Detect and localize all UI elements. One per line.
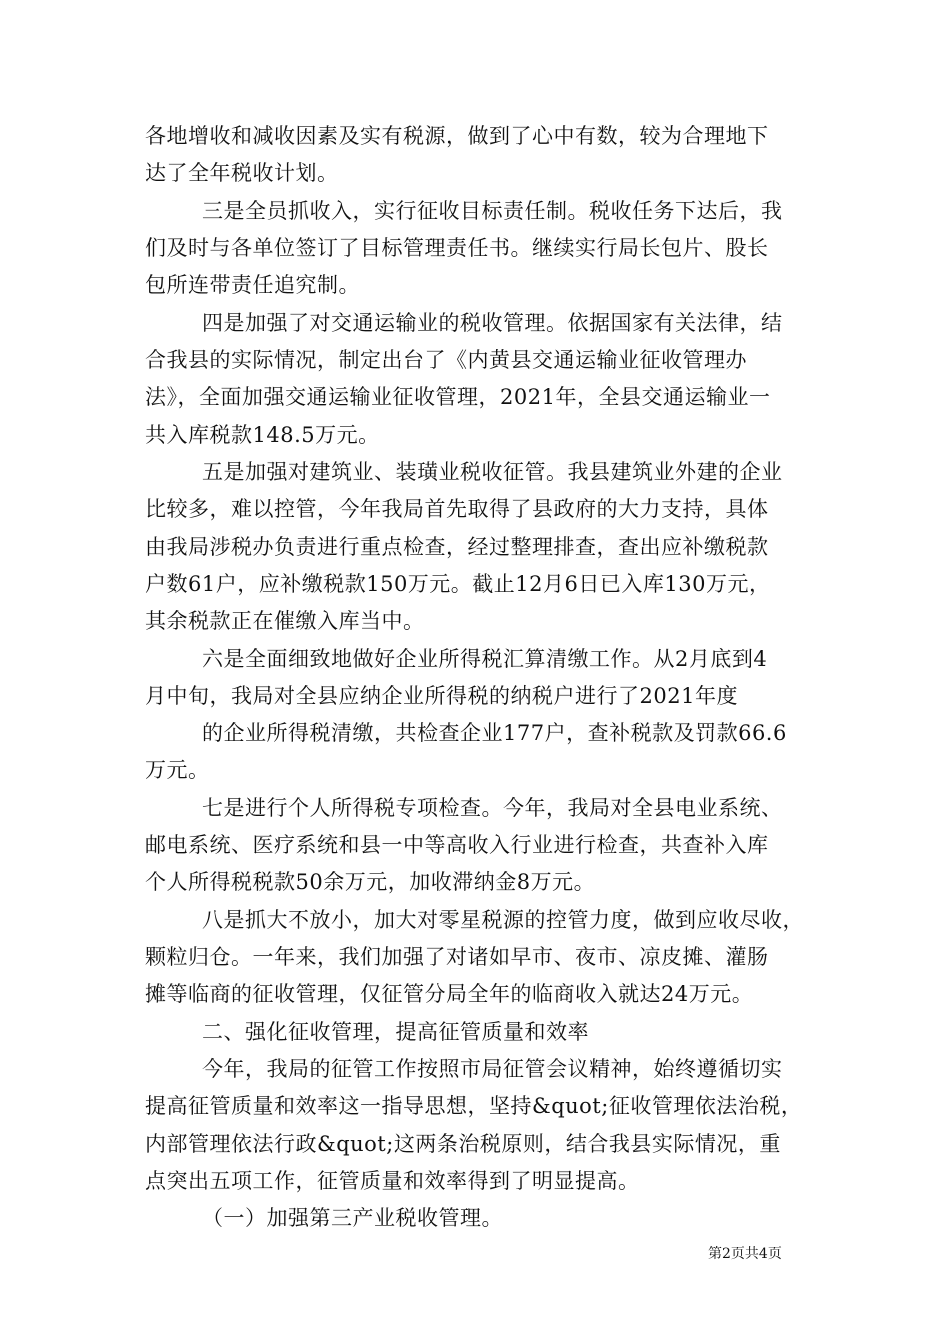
body-line-24: 摊等临商的征收管理，仅征管分局全年的临商收入就达24万元。 bbox=[145, 982, 754, 1006]
body-line-12: 由我局涉税办负责进行重点检查，经过整理排查，查出应补缴税款 bbox=[145, 535, 769, 559]
body-line-11: 比较多，难以控管，今年我局首先取得了县政府的大力支持，具体 bbox=[145, 497, 769, 521]
body-line-5: 包所连带责任追究制。 bbox=[145, 273, 360, 297]
body-line-15: 六是全面细致地做好企业所得税汇算清缴工作。从2月底到4 bbox=[202, 647, 768, 671]
body-line-21: 个人所得税税款50余万元，加收滞纳金8万元。 bbox=[145, 870, 596, 894]
body-line-1: 各地增收和减收因素及实有税源，做到了心中有数，较为合理地下 bbox=[145, 124, 769, 148]
body-line-28: 内部管理依法行政&quot;这两条治税原则，结合我县实际情况，重 bbox=[145, 1132, 781, 1156]
body-line-29: 点突出五项工作，征管质量和效率得到了明显提高。 bbox=[145, 1169, 640, 1193]
section-heading: 二、强化征收管理，提高征管质量和效率 bbox=[202, 1020, 589, 1044]
body-line-3: 三是全员抓收入，实行征收目标责任制。税收任务下达后，我 bbox=[202, 199, 783, 223]
body-line-23: 颗粒归仓。一年来，我们加强了对诸如早市、夜市、凉皮摊、灌肠 bbox=[145, 945, 769, 969]
body-line-9: 共入库税款148.5万元。 bbox=[145, 423, 380, 447]
body-line-18: 万元。 bbox=[145, 758, 210, 782]
body-line-17: 的企业所得税清缴，共检查企业177户，查补税款及罚款66.6 bbox=[202, 721, 787, 745]
body-line-26: 今年，我局的征管工作按照市局征管会议精神，始终遵循切实 bbox=[202, 1057, 783, 1081]
body-line-16: 月中旬，我局对全县应纳企业所得税的纳税户进行了2021年度 bbox=[145, 684, 738, 708]
body-line-20: 邮电系统、医疗系统和县一中等高收入行业进行检查，共查补入库 bbox=[145, 833, 769, 857]
subsection-heading: （一）加强第三产业税收管理。 bbox=[202, 1206, 503, 1230]
body-line-13: 户数61户，应补缴税款150万元。截止12月6日已入库130万元， bbox=[145, 572, 771, 596]
body-line-22: 八是抓大不放小，加大对零星税源的控管力度，做到应收尽收， bbox=[202, 908, 804, 932]
body-line-8: 法》，全面加强交通运输业征收管理，2021年，全县交通运输业一 bbox=[145, 385, 771, 409]
body-line-4: 们及时与各单位签订了目标管理责任书。继续实行局长包片、股长 bbox=[145, 236, 769, 260]
body-line-14: 其余税款正在催缴入库当中。 bbox=[145, 609, 425, 633]
body-line-7: 合我县的实际情况，制定出台了《内黄县交通运输业征收管理办 bbox=[145, 348, 747, 372]
body-line-2: 达了全年税收计划。 bbox=[145, 161, 339, 185]
body-line-10: 五是加强对建筑业、装璜业税收征管。我县建筑业外建的企业 bbox=[202, 460, 783, 484]
body-line-6: 四是加强了对交通运输业的税收管理。依据国家有关法律，结 bbox=[202, 311, 783, 335]
body-line-19: 七是进行个人所得税专项检查。今年，我局对全县电业系统、 bbox=[202, 796, 783, 820]
page-number-footer: 第2页共4页 bbox=[708, 1246, 782, 1262]
body-line-27: 提高征管质量和效率这一指导思想，坚持&quot;征收管理依法治税， bbox=[145, 1094, 803, 1118]
